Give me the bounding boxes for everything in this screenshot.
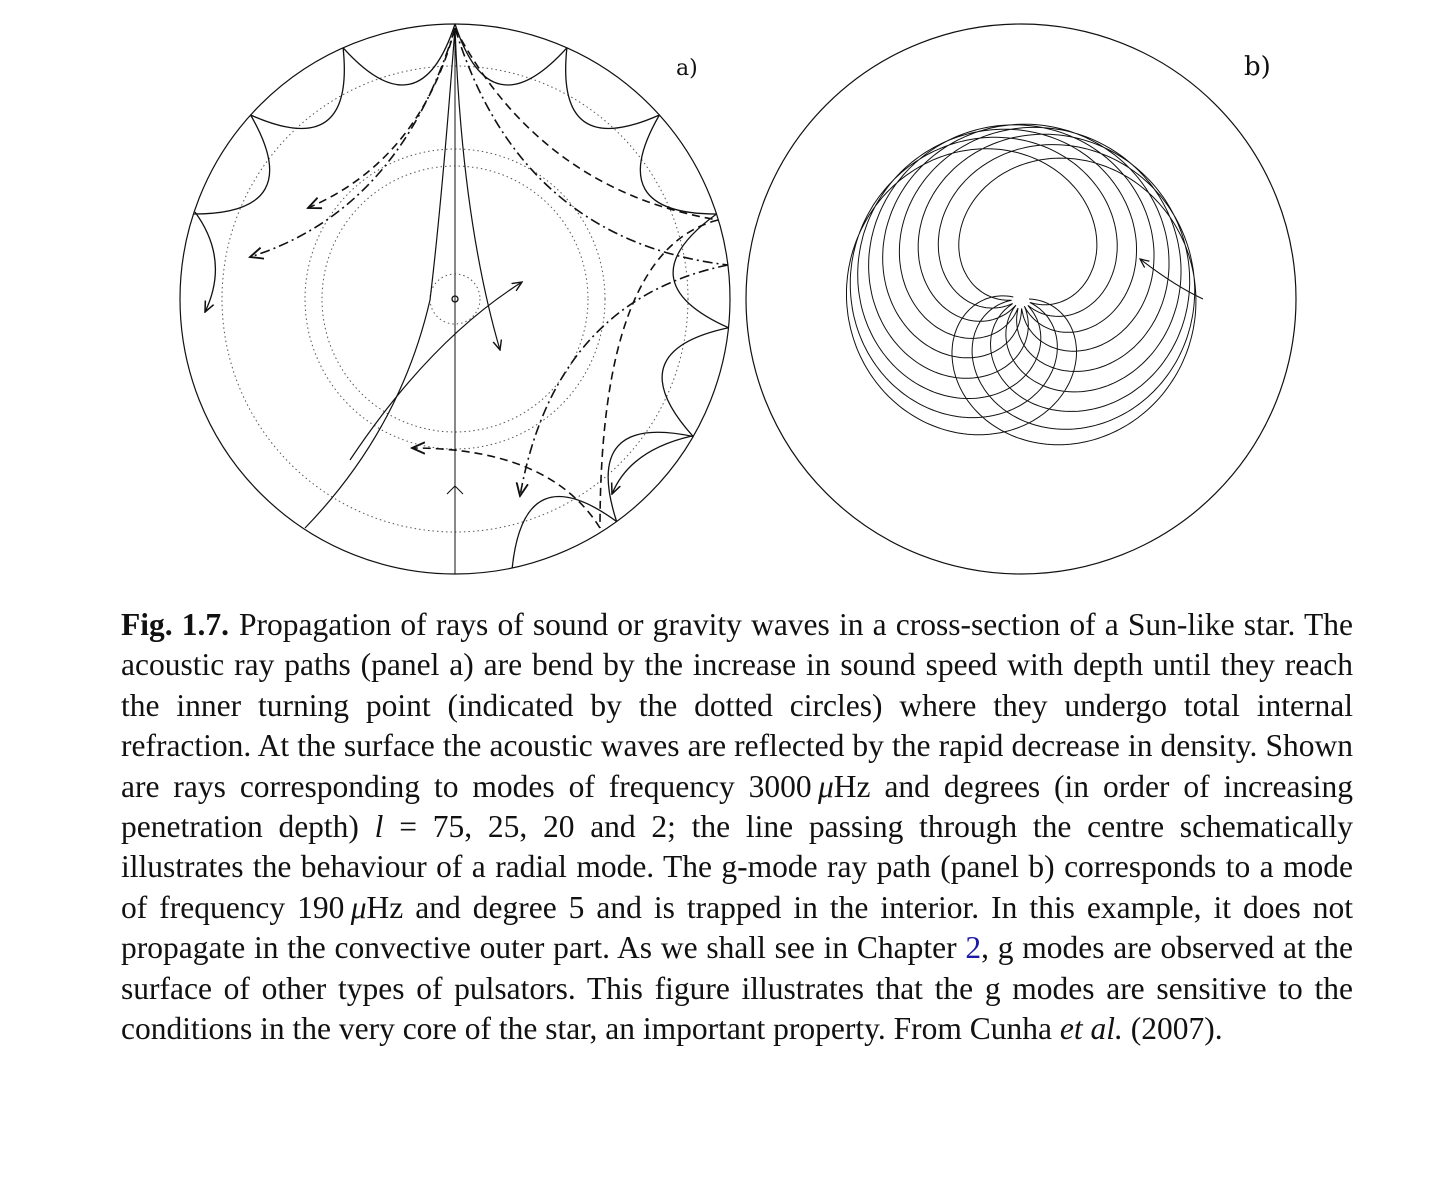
caption-mu-2: μ	[350, 889, 367, 925]
figure	[0, 0, 1446, 590]
surface-bounce-arc	[673, 214, 728, 328]
surface-bounce-arc-end-right	[612, 436, 692, 494]
caption-label: Fig. 1.7.	[121, 607, 230, 642]
panel-b-label: b)	[1244, 52, 1271, 82]
l2-ray-path-left	[305, 28, 455, 528]
caption-text-4: Hz and degree 5 and is trapped in the interior. In this example, it does not propagate in the convective outer part. As we shall see in Chapter	[121, 889, 1353, 966]
g-mode-ray-path	[847, 124, 1196, 445]
panel-a-label: a)	[676, 56, 698, 81]
caption-l-symbol: l	[374, 809, 384, 845]
surface-bounce-arc	[566, 48, 660, 129]
surface-bounce-arc	[640, 115, 716, 214]
surface-bounce-arc	[455, 24, 567, 85]
caption-et-al: et al.	[1059, 1011, 1123, 1047]
caption-text-3: = 75, 25, 20 and 2; the line passing through the centre schematically illustrates the behaviour of a radial mode. The g-mode ray path (panel b) corresponds to a mode of frequency 190	[121, 809, 1353, 925]
surface-bounce-arc	[662, 328, 728, 437]
caption-text-6: (2007).	[1122, 1011, 1223, 1047]
l25-ray-path-bottom	[412, 448, 600, 528]
caption-text-2: Hz and degrees (in order of increasing penetration depth)	[121, 768, 1353, 845]
l20-ray-path-right	[520, 265, 728, 496]
caption-text-5: , g modes are observed at the surface of other types of pulsators. This figure illustrates that the g modes are sensitive to the conditions in the very core of the star, an important property. From Cunha	[121, 930, 1353, 1047]
l75-ray-path	[194, 24, 729, 568]
panel-b-g-mode-ray	[746, 24, 1296, 574]
g-mode-rosette	[847, 124, 1196, 445]
surface-bounce-arc	[194, 115, 270, 214]
chapter-reference-link[interactable]: 2	[965, 930, 982, 966]
surface-bounce-arc	[251, 48, 345, 129]
figure-caption	[121, 605, 1353, 1049]
figure-svg	[0, 0, 1446, 590]
surface-bounce-arc	[343, 24, 455, 85]
l20-ray-path-upper-left	[250, 28, 455, 257]
panel-a-acoustic-rays	[180, 24, 730, 574]
caption-mu-1: μ	[817, 768, 834, 804]
surface-bounce-arc-end-left	[195, 212, 215, 312]
panel-b-star-outline	[746, 24, 1296, 574]
g-mode-ray-entry	[1140, 259, 1203, 299]
caption-text-1: Propagation of rays of sound or gravity waves in a cross-section of a Sun-like star. The acoustic ray paths (panel a) are bend by the increase in sound speed with depth until they reach the inner turning point (indicated by the dotted circles) where they undergo total internal refraction. At the surface the acoustic waves are reflected by the rapid decrease in density. Shown are rays corresponding to modes of frequency 3000	[121, 607, 1353, 804]
l2-ray-continuation	[350, 282, 522, 460]
